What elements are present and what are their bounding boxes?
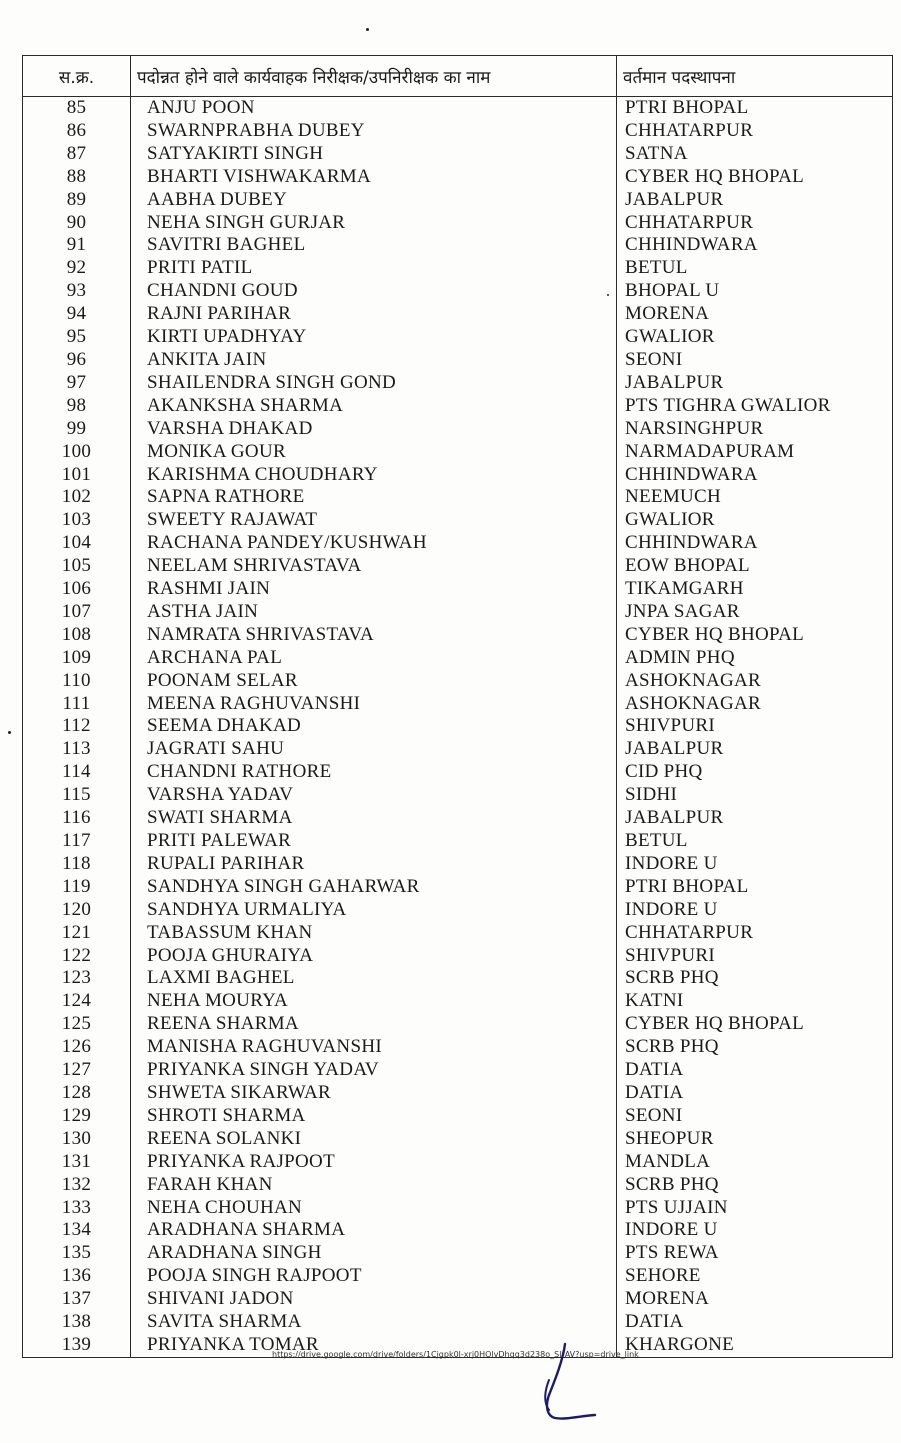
table-row [23,166,893,189]
table-row [23,395,893,418]
posting-cell: NARMADAPURAM [617,441,893,464]
posting-cell: EOW BHOPAL [617,555,893,578]
officer-name-cell: SHIVANI JADON [131,1288,617,1311]
table-row [23,509,893,532]
serial-number-cell: 108 [23,624,131,647]
table-row [23,1059,893,1082]
posting-cell: SIDHI [617,784,893,807]
posting-cell: ASHOKNAGAR [617,670,893,693]
table-row [23,647,893,670]
posting-cell: CHHINDWARA [617,464,893,487]
table-row [23,303,893,326]
serial-number-cell: 97 [23,372,131,395]
table-row [23,922,893,945]
posting-cell: JABALPUR [617,372,893,395]
serial-number-cell: 89 [23,189,131,212]
officer-name-cell: SHWETA SIKARWAR [131,1082,617,1105]
serial-number-cell: 87 [23,143,131,166]
serial-number-cell: 96 [23,349,131,372]
officer-name-cell: VARSHA DHAKAD [131,418,617,441]
posting-cell: SHIVPURI [617,945,893,968]
table-row [23,1174,893,1197]
officer-name-cell: ARADHANA SHARMA [131,1219,617,1242]
officer-name-cell: FARAH KHAN [131,1174,617,1197]
table-row [23,418,893,441]
serial-number-cell: 103 [23,509,131,532]
posting-cell: SEHORE [617,1265,893,1288]
table-row [23,1311,893,1334]
serial-number-cell: 136 [23,1265,131,1288]
officer-name-cell: CHANDNI GOUD [131,280,617,303]
table-row [23,1197,893,1220]
serial-number-cell: 129 [23,1105,131,1128]
posting-cell: INDORE U [617,853,893,876]
posting-cell: DATIA [617,1059,893,1082]
table-row [23,990,893,1013]
officer-name-cell: POOJA GHURAIYA [131,945,617,968]
table-row [23,784,893,807]
table-row [23,1151,893,1174]
signature-mark [525,1340,605,1430]
officer-name-cell: JAGRATI SAHU [131,738,617,761]
table-row [23,143,893,166]
serial-number-cell: 100 [23,441,131,464]
scan-speck [366,28,369,31]
serial-number-cell: 112 [23,715,131,738]
table-row [23,555,893,578]
officer-name-cell: SHAILENDRA SINGH GOND [131,372,617,395]
officer-name-cell: ARCHANA PAL [131,647,617,670]
posting-cell: KATNI [617,990,893,1013]
table-header-row [23,56,893,97]
serial-number-cell: 91 [23,234,131,257]
serial-number-cell: 90 [23,212,131,235]
posting-cell: CID PHQ [617,761,893,784]
posting-cell: CYBER HQ BHOPAL [617,166,893,189]
serial-number-cell: 115 [23,784,131,807]
posting-cell: CHHATARPUR [617,120,893,143]
serial-number-cell: 124 [23,990,131,1013]
posting-cell: NEEMUCH [617,486,893,509]
serial-number-cell: 118 [23,853,131,876]
table-row [23,349,893,372]
posting-cell: SCRB PHQ [617,1174,893,1197]
serial-number-cell: 123 [23,967,131,990]
posting-cell: CHHINDWARA [617,532,893,555]
serial-number-cell: 126 [23,1036,131,1059]
posting-cell: PTRI BHOPAL [617,876,893,899]
serial-number-cell: 86 [23,120,131,143]
officer-name-cell: PRIYANKA RAJPOOT [131,1151,617,1174]
table-row [23,853,893,876]
table-row [23,715,893,738]
serial-number-cell: 119 [23,876,131,899]
header-current-posting: वर्तमान पदस्थापना [617,56,893,97]
table-row [23,807,893,830]
table-body [23,97,893,1358]
officer-name-cell: MANISHA RAGHUVANSHI [131,1036,617,1059]
officer-name-cell: POONAM SELAR [131,670,617,693]
table-row [23,1036,893,1059]
posting-cell: CHHATARPUR [617,212,893,235]
posting-cell: INDORE U [617,899,893,922]
serial-number-cell: 106 [23,578,131,601]
officer-name-cell: RASHMI JAIN [131,578,617,601]
posting-cell: SEONI [617,1105,893,1128]
table-row [23,326,893,349]
table-row [23,97,893,120]
officer-name-cell: NEHA MOURYA [131,990,617,1013]
serial-number-cell: 116 [23,807,131,830]
table-row [23,532,893,555]
officer-name-cell: ASTHA JAIN [131,601,617,624]
table-row [23,624,893,647]
serial-number-cell: 99 [23,418,131,441]
table-row [23,761,893,784]
posting-cell: KHARGONE [617,1334,893,1357]
table-row [23,967,893,990]
serial-number-cell: 113 [23,738,131,761]
posting-cell: BETUL [617,830,893,853]
serial-number-cell: 95 [23,326,131,349]
officer-name-cell: SWATI SHARMA [131,807,617,830]
officer-name-cell: SWEETY RAJAWAT [131,509,617,532]
posting-cell: NARSINGHPUR [617,418,893,441]
posting-cell: SHEOPUR [617,1128,893,1151]
officer-name-cell: RAJNI PARIHAR [131,303,617,326]
serial-number-cell: 131 [23,1151,131,1174]
serial-number-cell: 121 [23,922,131,945]
officer-name-cell: AKANKSHA SHARMA [131,395,617,418]
officer-name-cell: PRIYANKA TOMAR [131,1334,617,1357]
serial-number-cell: 127 [23,1059,131,1082]
table-row [23,1128,893,1151]
posting-cell: MORENA [617,303,893,326]
posting-cell: SHIVPURI [617,715,893,738]
header-officer-name: पदोन्नत होने वाले कार्यवाहक निरीक्षक/उपनिरीक्षक का नाम [131,56,617,97]
table-row [23,1288,893,1311]
table-row [23,372,893,395]
serial-number-cell: 125 [23,1013,131,1036]
officer-name-cell: SATYAKIRTI SINGH [131,143,617,166]
posting-cell: MORENA [617,1288,893,1311]
serial-number-cell: 134 [23,1219,131,1242]
officer-name-cell: SANDHYA SINGH GAHARWAR [131,876,617,899]
table-row [23,830,893,853]
serial-number-cell: 109 [23,647,131,670]
officer-name-cell: RACHANA PANDEY/KUSHWAH [131,532,617,555]
table-row [23,1242,893,1265]
posting-cell: BHOPAL U [617,280,893,303]
officer-name-cell: ARADHANA SINGH [131,1242,617,1265]
serial-number-cell: 111 [23,693,131,716]
officer-name-cell: NAMRATA SHRIVASTAVA [131,624,617,647]
officer-name-cell: SAVITA SHARMA [131,1311,617,1334]
officer-name-cell: NEHA CHOUHAN [131,1197,617,1220]
posting-cell: TIKAMGARH [617,578,893,601]
officer-name-cell: SEEMA DHAKAD [131,715,617,738]
table-row [23,280,893,303]
table-row [23,693,893,716]
officer-name-cell: BHARTI VISHWAKARMA [131,166,617,189]
officer-name-cell: PRITI PALEWAR [131,830,617,853]
serial-number-cell: 93 [23,280,131,303]
table-row [23,1265,893,1288]
serial-number-cell: 101 [23,464,131,487]
serial-number-cell: 135 [23,1242,131,1265]
officer-name-cell: ANJU POON [131,97,617,120]
posting-cell: JABALPUR [617,738,893,761]
officer-name-cell: ANKITA JAIN [131,349,617,372]
table-row [23,1219,893,1242]
serial-number-cell: 110 [23,670,131,693]
officer-name-cell: SAVITRI BAGHEL [131,234,617,257]
posting-cell: SCRB PHQ [617,967,893,990]
table-row [23,486,893,509]
serial-number-cell: 137 [23,1288,131,1311]
table-row [23,441,893,464]
officer-name-cell: POOJA SINGH RAJPOOT [131,1265,617,1288]
header-serial-number: स.क्र. [23,56,131,97]
officer-list-table [22,55,893,1358]
officer-name-cell: MEENA RAGHUVANSHI [131,693,617,716]
officer-name-cell: NEHA SINGH GURJAR [131,212,617,235]
officer-name-cell: KARISHMA CHOUDHARY [131,464,617,487]
officer-name-cell: VARSHA YADAV [131,784,617,807]
serial-number-cell: 102 [23,486,131,509]
serial-number-cell: 114 [23,761,131,784]
posting-cell: DATIA [617,1311,893,1334]
posting-cell: JABALPUR [617,807,893,830]
scan-speck [8,731,11,734]
posting-cell: JNPA SAGAR [617,601,893,624]
posting-cell: CHHATARPUR [617,922,893,945]
posting-cell: PTRI BHOPAL [617,97,893,120]
posting-cell: CYBER HQ BHOPAL [617,1013,893,1036]
officer-name-cell: SANDHYA URMALIYA [131,899,617,922]
table-row [23,1105,893,1128]
posting-cell: SEONI [617,349,893,372]
officer-name-cell: PRITI PATIL [131,257,617,280]
posting-cell: MANDLA [617,1151,893,1174]
posting-cell: JABALPUR [617,189,893,212]
serial-number-cell: 122 [23,945,131,968]
table-row [23,1082,893,1105]
table-row [23,212,893,235]
officer-name-cell: NEELAM SHRIVASTAVA [131,555,617,578]
posting-cell: GWALIOR [617,509,893,532]
table-row [23,876,893,899]
table-row [23,189,893,212]
serial-number-cell: 128 [23,1082,131,1105]
posting-cell: DATIA [617,1082,893,1105]
posting-cell: ADMIN PHQ [617,647,893,670]
serial-number-cell: 139 [23,1334,131,1357]
table-row [23,738,893,761]
posting-cell: PTS REWA [617,1242,893,1265]
posting-cell: SCRB PHQ [617,1036,893,1059]
serial-number-cell: 120 [23,899,131,922]
officer-name-cell: SWARNPRABHA DUBEY [131,120,617,143]
table-row [23,601,893,624]
serial-number-cell: 132 [23,1174,131,1197]
serial-number-cell: 138 [23,1311,131,1334]
officer-name-cell: KIRTI UPADHYAY [131,326,617,349]
officer-name-cell: REENA SHARMA [131,1013,617,1036]
table-row [23,1013,893,1036]
drive-link-text: https://drive.google.com/drive/folders/1Cjgpk0l-xrj0HOlvDhqq3d238o_SlrAV?usp=drive_link [272,1350,639,1359]
officer-name-cell: AABHA DUBEY [131,189,617,212]
serial-number-cell: 94 [23,303,131,326]
posting-cell: INDORE U [617,1219,893,1242]
serial-number-cell: 133 [23,1197,131,1220]
table-row [23,120,893,143]
posting-cell: BETUL [617,257,893,280]
officer-name-cell: RUPALI PARIHAR [131,853,617,876]
posting-cell: GWALIOR [617,326,893,349]
serial-number-cell: 104 [23,532,131,555]
officer-name-cell: MONIKA GOUR [131,441,617,464]
serial-number-cell: 85 [23,97,131,120]
table-row [23,670,893,693]
serial-number-cell: 98 [23,395,131,418]
serial-number-cell: 92 [23,257,131,280]
officer-name-cell: SHROTI SHARMA [131,1105,617,1128]
posting-cell: PTS TIGHRA GWALIOR [617,395,893,418]
serial-number-cell: 130 [23,1128,131,1151]
table-row [23,234,893,257]
posting-cell: CYBER HQ BHOPAL [617,624,893,647]
table-row [23,945,893,968]
serial-number-cell: 88 [23,166,131,189]
table-row [23,899,893,922]
table-row [23,464,893,487]
table-row [23,257,893,280]
table-row [23,578,893,601]
serial-number-cell: 117 [23,830,131,853]
officer-name-cell: LAXMI BAGHEL [131,967,617,990]
posting-cell: PTS UJJAIN [617,1197,893,1220]
serial-number-cell: 107 [23,601,131,624]
posting-cell: ASHOKNAGAR [617,693,893,716]
officer-name-cell: TABASSUM KHAN [131,922,617,945]
officer-name-cell: SAPNA RATHORE [131,486,617,509]
officer-name-cell: PRIYANKA SINGH YADAV [131,1059,617,1082]
posting-cell: CHHINDWARA [617,234,893,257]
posting-cell: SATNA [617,143,893,166]
serial-number-cell: 105 [23,555,131,578]
officer-name-cell: CHANDNI RATHORE [131,761,617,784]
officer-name-cell: REENA SOLANKI [131,1128,617,1151]
